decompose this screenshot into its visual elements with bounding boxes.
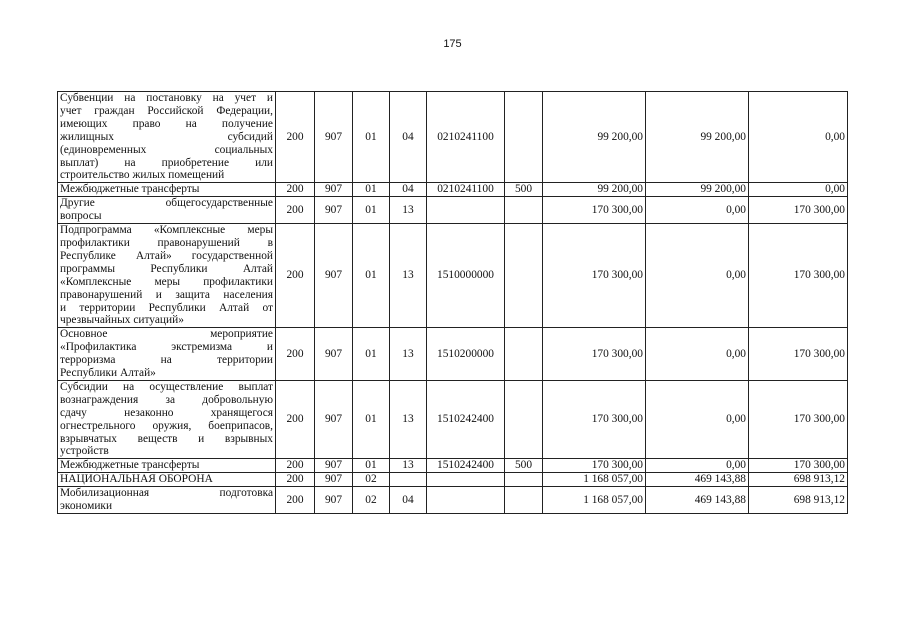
name-line: и территории Республики Алтай от — [60, 301, 273, 314]
cell-name — [58, 380, 276, 458]
cell-rz: 01 — [353, 380, 390, 458]
cell-ved: 907 — [315, 224, 353, 328]
cell-pr: 13 — [390, 224, 427, 328]
name-line: «Профилактика экстремизма и — [60, 341, 273, 354]
cell-gr: 200 — [276, 92, 315, 183]
name-line: вознаграждения за добровольную — [60, 393, 273, 406]
cell-rz: 02 — [353, 487, 390, 514]
cell-sum-2: 99 200,00 — [646, 183, 749, 197]
cell-vr — [505, 473, 543, 487]
cell-csr — [427, 197, 505, 224]
cell-sum-2: 469 143,88 — [646, 473, 749, 487]
cell-gr: 200 — [276, 328, 315, 381]
cell-name — [58, 183, 276, 197]
table-body — [58, 92, 848, 514]
name-line: Другие общегосударственные — [60, 197, 273, 210]
table-row — [58, 473, 848, 487]
cell-rz: 01 — [353, 92, 390, 183]
cell-vr — [505, 197, 543, 224]
table-row — [58, 183, 848, 197]
cell-sum-2: 0,00 — [646, 380, 749, 458]
cell-gr: 200 — [276, 473, 315, 487]
name-line: экономики — [60, 500, 113, 513]
cell-ved: 907 — [315, 183, 353, 197]
cell-ved: 907 — [315, 197, 353, 224]
cell-csr: 1510242400 — [427, 459, 505, 473]
cell-rz: 01 — [353, 197, 390, 224]
cell-pr: 13 — [390, 459, 427, 473]
name-line: НАЦИОНАЛЬНАЯ ОБОРОНА — [60, 473, 213, 486]
cell-sum-2: 469 143,88 — [646, 487, 749, 514]
name-line: Республике Алтай» государственной — [60, 249, 273, 262]
cell-sum-2: 0,00 — [646, 224, 749, 328]
cell-name — [58, 224, 276, 328]
name-line: жилищных субсидий — [60, 130, 273, 143]
name-line: Субсидии на осуществление выплат — [60, 380, 273, 393]
cell-csr: 0210241100 — [427, 183, 505, 197]
cell-ved: 907 — [315, 380, 353, 458]
table-row — [58, 487, 848, 514]
cell-gr: 200 — [276, 380, 315, 458]
cell-ved: 907 — [315, 92, 353, 183]
cell-name — [58, 328, 276, 381]
cell-vr — [505, 380, 543, 458]
cell-rz: 01 — [353, 459, 390, 473]
name-line: программы Республики Алтай — [60, 262, 273, 275]
cell-gr: 200 — [276, 459, 315, 473]
cell-name — [58, 197, 276, 224]
name-line: взрывчатых веществ и взрывных — [60, 432, 273, 445]
name-line: устройств — [60, 445, 109, 458]
table-row — [58, 380, 848, 458]
cell-sum-3: 170 300,00 — [749, 328, 848, 381]
budget-table — [57, 91, 848, 514]
cell-sum-3: 170 300,00 — [749, 224, 848, 328]
cell-vr: 500 — [505, 459, 543, 473]
cell-name — [58, 473, 276, 487]
cell-sum-1: 1 168 057,00 — [543, 487, 646, 514]
cell-sum-3: 170 300,00 — [749, 459, 848, 473]
cell-csr: 0210241100 — [427, 92, 505, 183]
name-line: выплат) на приобретение или — [60, 156, 273, 169]
name-line: (единовременных социальных — [60, 143, 273, 156]
cell-ved: 907 — [315, 459, 353, 473]
cell-sum-1: 170 300,00 — [543, 224, 646, 328]
cell-csr: 1510000000 — [427, 224, 505, 328]
cell-name — [58, 92, 276, 183]
cell-rz: 01 — [353, 328, 390, 381]
name-line: Подпрограмма «Комплексные меры — [60, 224, 273, 237]
cell-pr: 13 — [390, 380, 427, 458]
cell-ved: 907 — [315, 487, 353, 514]
cell-sum-3: 170 300,00 — [749, 380, 848, 458]
cell-pr: 13 — [390, 328, 427, 381]
cell-vr — [505, 224, 543, 328]
name-line: правонарушений и защита населения — [60, 288, 273, 301]
cell-pr: 04 — [390, 487, 427, 514]
table-row — [58, 197, 848, 224]
name-line: терроризма на территории — [60, 354, 273, 367]
name-line: «Комплексные меры профилактики — [60, 275, 273, 288]
cell-sum-1: 170 300,00 — [543, 328, 646, 381]
cell-sum-1: 170 300,00 — [543, 380, 646, 458]
cell-sum-2: 0,00 — [646, 459, 749, 473]
cell-pr: 04 — [390, 183, 427, 197]
cell-csr: 1510200000 — [427, 328, 505, 381]
name-line: Мобилизационная подготовка — [60, 487, 273, 500]
cell-ved: 907 — [315, 473, 353, 487]
name-line: строительство жилых помещений — [60, 169, 225, 182]
cell-gr: 200 — [276, 183, 315, 197]
table-row — [58, 92, 848, 183]
table-row — [58, 224, 848, 328]
name-line: Основное мероприятие — [60, 328, 273, 341]
name-line: чрезвычайных ситуаций» — [60, 314, 184, 327]
cell-sum-2: 99 200,00 — [646, 92, 749, 183]
cell-sum-3: 170 300,00 — [749, 197, 848, 224]
name-line: Межбюджетные трансферты — [60, 459, 200, 472]
cell-sum-2: 0,00 — [646, 197, 749, 224]
name-line: вопросы — [60, 210, 102, 223]
cell-rz: 02 — [353, 473, 390, 487]
cell-gr: 200 — [276, 487, 315, 514]
name-line: профилактики правонарушений в — [60, 236, 273, 249]
cell-pr — [390, 473, 427, 487]
cell-sum-1: 1 168 057,00 — [543, 473, 646, 487]
page-number: 175 — [443, 38, 462, 50]
cell-sum-3: 698 913,12 — [749, 473, 848, 487]
cell-vr: 500 — [505, 183, 543, 197]
cell-sum-3: 0,00 — [749, 92, 848, 183]
cell-sum-3: 0,00 — [749, 183, 848, 197]
cell-sum-3: 698 913,12 — [749, 487, 848, 514]
cell-vr — [505, 487, 543, 514]
cell-rz: 01 — [353, 183, 390, 197]
cell-sum-1: 99 200,00 — [543, 92, 646, 183]
cell-csr — [427, 473, 505, 487]
cell-gr: 200 — [276, 224, 315, 328]
name-line: имеющих право на получение — [60, 117, 273, 130]
cell-name — [58, 487, 276, 514]
cell-vr — [505, 92, 543, 183]
cell-sum-1: 99 200,00 — [543, 183, 646, 197]
cell-pr: 13 — [390, 197, 427, 224]
name-line: Межбюджетные трансферты — [60, 183, 200, 196]
name-line: огнестрельного оружия, боеприпасов, — [60, 419, 273, 432]
name-line: Субвенции на постановку на учет и — [60, 92, 273, 104]
cell-ved: 907 — [315, 328, 353, 381]
cell-name — [58, 459, 276, 473]
name-line: сдачу незаконно хранящегося — [60, 406, 273, 419]
cell-rz: 01 — [353, 224, 390, 328]
cell-gr: 200 — [276, 197, 315, 224]
table-row — [58, 328, 848, 381]
cell-vr — [505, 328, 543, 381]
name-line: Республики Алтай» — [60, 367, 156, 380]
cell-pr: 04 — [390, 92, 427, 183]
cell-csr — [427, 487, 505, 514]
cell-csr: 1510242400 — [427, 380, 505, 458]
cell-sum-1: 170 300,00 — [543, 197, 646, 224]
cell-sum-1: 170 300,00 — [543, 459, 646, 473]
cell-sum-2: 0,00 — [646, 328, 749, 381]
table-row — [58, 459, 848, 473]
name-line: учет граждан Российской Федерации, — [60, 104, 273, 117]
